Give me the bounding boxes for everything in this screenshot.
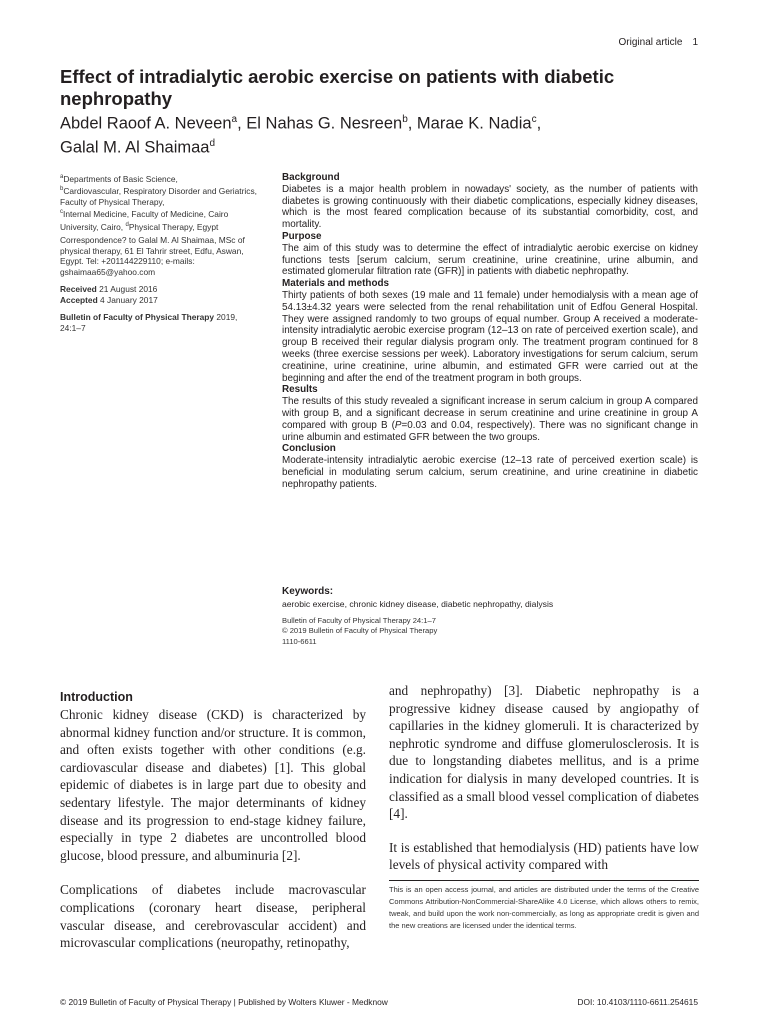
accepted-date: 4 January 2017	[100, 294, 158, 305]
abstract-heading-background: Background	[282, 172, 340, 183]
author-name: Abdel Raoof A. Neveen	[60, 114, 232, 133]
body-paragraph: Complications of diabetes include macrovascular complications (coronary heart disease, peripheral vascular disease, and cerebrovascular accident) and microvascular complications (neuropathy, retinopathy,	[60, 882, 366, 951]
affiliations	[60, 172, 260, 232]
author-separator: ,	[536, 114, 542, 133]
abstract-conclusion: Moderate-intensity intradialytic aerobic exercise (12–13 rate of perceived exertion scale) is beneficial in modulating serum calcium, serum creatinine, and urine creatinine in diabetic nephropathy patients.	[282, 455, 698, 490]
abstract-heading-purpose: Purpose	[282, 230, 322, 242]
accepted-label: Accepted	[60, 294, 98, 305]
body-paragraph: Chronic kidney disease (CKD) is characterized by abnormal kidney function and/or structure. It is common, and often exists together with other conditions (e.g. cardiovascular disease and diabetes) [1]. This global epidemic of diabetes is in large part due to obesity and sedentary lifestyle. The major determinants of kidney disease and its progression to end-stage kidney failure, especially in type 2 diabetes are uncontrolled blood glucose, blood pressure, and albuminuria [2].	[60, 707, 366, 863]
affiliation-text: Cardiovascular, Respiratory Disorder and Geriatrics, Faculty of Physical Therapy,	[60, 186, 257, 207]
author-affiliation-mark: d	[209, 137, 216, 149]
abstract-results	[282, 396, 698, 443]
affiliation-text: Departments of Basic Science,	[63, 173, 178, 184]
abstract-methods: Thirty patients of both sexes (19 male and 11 female) under hemodialysis with a mean age of 54.13±4.32 years were selected from the renal rehabilitation unit of Edfou General Hospital. They were assigned randomly to two groups of equal number. Group A received a moderate-intensity intradialytic aerobic exercise program (12–13 on rate of perceived exertion scale), and group B received their regular dialysis program only. The treatment program continued for 8 weeks (three exercise sessions per week). Laboratory investigations for serum calcium, serum creatinine, urine creatinine, urine albumin, and estimated GFR were carried out at the beginning and after the end of the treatment program in both groups.	[282, 289, 698, 384]
body-column-right	[389, 682, 699, 874]
abstract-heading-conclusion: Conclusion	[282, 443, 336, 455]
abstract-heading-methods: Materials and methods	[282, 278, 390, 290]
affiliation-mark: a	[60, 174, 64, 180]
introduction-heading: Introduction	[60, 690, 133, 704]
body-paragraph: It is established that hemodialysis (HD) patients have low levels of physical activity compared with	[389, 839, 699, 873]
author-separator: ,	[237, 114, 247, 133]
keywords-text: aerobic exercise, chronic kidney disease, diabetic nephropathy, dialysis	[282, 599, 554, 609]
footer-copyright: © 2019 Bulletin of Faculty of Physical Therapy | Published by Wolters Kluwer - Medknow	[60, 997, 388, 1007]
article-type: Original article	[618, 37, 683, 48]
license-note: This is an open access journal, and articles are distributed under the terms of the Creative Commons Attribution-NonCommercial-ShareAlike 4.0 License, which allows others to remix, tweak, and build upon the work non-commercially, as long as appropriate credit is given and the new creations are licensed under the identical terms.	[389, 880, 699, 932]
affiliation-text: Internal Medicine, Faculty of Medicine, Cairo University, Cairo,	[60, 209, 229, 232]
p-value-symbol: P	[394, 419, 402, 431]
author-affiliation-mark: a	[231, 114, 238, 125]
author-name: Galal M. Al Shaimaa	[60, 138, 210, 156]
author-separator: ,	[407, 114, 417, 133]
abstract-heading-results: Results	[282, 384, 318, 396]
abstract-background: Diabetes is a major health problem in nowadays' society, as the number of patients with diabetes is growing continuously with their diabetic complications, especially kidney diseases, which is the most feared complication because of its substantial comorbidity, cost, and mortality.	[282, 183, 698, 231]
affiliation-text: Physical Therapy, Egypt	[128, 221, 219, 232]
received-date: 21 August 2016	[99, 284, 158, 294]
results-text: =0.03 and 0.04, respectively). There was no significant change in urine albumin and estimated GFR between the two groups.	[282, 419, 698, 443]
affiliation-mark: c	[60, 209, 63, 216]
running-head	[619, 37, 698, 48]
received-label: Received	[60, 284, 97, 294]
abstract-purpose: The aim of this study was to determine the effect of intradialytic aerobic exercise on kidney functions tests [serum calcium, serum creatinine, urine creatinine, urine albumin, and estimated glomerular filtration rate (GFR)] in patients with diabetic nephropathy.	[282, 242, 698, 278]
journal-info	[282, 616, 698, 647]
author-name: Marae K. Nadia	[416, 114, 532, 133]
article-dates	[60, 284, 260, 305]
article-title: Effect of intradialytic aerobic exercise on patients with diabetic nephropathy	[60, 66, 615, 109]
author-affiliation-mark: c	[531, 114, 537, 125]
affiliation-mark: b	[60, 186, 64, 193]
page-number: 1	[692, 37, 698, 48]
results-text: The results of this study revealed a significant increase in serum calcium in group A compared with group B, and a significant decrease in serum creatinine and urine creatinine in group A compared with group B (	[282, 396, 698, 431]
author-name: El Nahas G. Nesreen	[246, 114, 403, 133]
correspondence: Correspondence? to Galal M. Al Shaimaa, MSc of physical therapy, 61 El Tahrir street, Edfu, Aswan, Egypt. Tel: +201144229110; e-mails: gshaimaa65@yahoo.com	[60, 235, 245, 277]
citation-journal: Bulletin of Faculty of Physical Therapy	[60, 312, 215, 322]
affiliation-mark: d	[125, 221, 129, 228]
footer-doi: DOI: 10.4103/1110-6611.254615	[577, 997, 698, 1007]
citation-ref: 2019, 24:1–7	[60, 312, 238, 333]
journal-citation	[60, 312, 260, 333]
journal-info-line: 1110-6611	[282, 636, 317, 646]
keywords-heading: Keywords:	[282, 586, 334, 597]
journal-info-line: Bulletin of Faculty of Physical Therapy 24:1–7	[282, 616, 436, 625]
body-column-left	[60, 688, 366, 952]
journal-info-line: © 2019 Bulletin of Faculty of Physical Therapy	[282, 626, 438, 636]
author-list	[60, 110, 720, 157]
keywords	[282, 586, 698, 610]
author-affiliation-mark: b	[402, 114, 408, 125]
abstract	[282, 172, 698, 491]
body-paragraph: and nephropathy) [3]. Diabetic nephropathy is a progressive kidney disease caused by angiopathy of capillaries in the kidney glomeruli. It is characterized by nephrotic syndrome and diffuse glomerulosclerosis. It is due to longstanding diabetes mellitus, and is a prime indication for dialysis in many developed countries. It is classified as a small blood vessel complication of diabetes [4].	[389, 683, 699, 822]
